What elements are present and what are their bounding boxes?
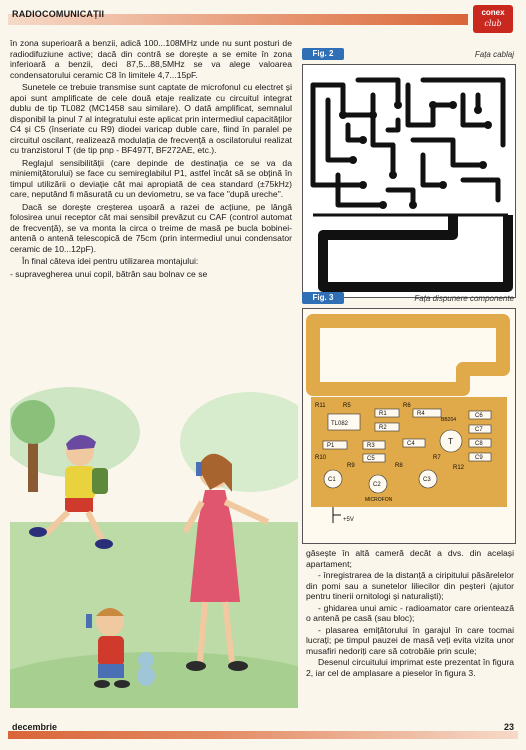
- r9-label: R9: [347, 463, 355, 469]
- paragraph: Desenul circuitului imprimat este prezentat în figura 2, iar cel de amplasare a pieselor în figura 3.: [306, 657, 514, 678]
- issue-month: decembrie: [12, 722, 58, 732]
- c6-label: C6: [475, 413, 483, 419]
- figure-2-tag: Fig. 2: [302, 48, 344, 60]
- figure-3-tag: Fig. 3: [302, 292, 344, 304]
- conex-club-logo: [473, 5, 513, 33]
- paragraph: Dacă se dorește creșterea ușoară a razei de acțiune, pe lângă folosirea unui receptor cât mai sensibil prevăzut cu CAF (control automat de frecvență), se va monta la circa o treime de masă pe bucla bobinei-antenă o antenă telescopică de 75cm (prin intermediul unui condensator ceramic de 10...12pF).: [10, 201, 292, 254]
- p1-label: P1: [327, 443, 335, 449]
- component-layout-drawing: [303, 309, 515, 543]
- paragraph: În final câteva idei pentru utilizarea montajului:: [22, 256, 199, 266]
- c8-label: C8: [475, 441, 483, 447]
- c2-label: C2: [373, 482, 381, 488]
- c7-label: C7: [475, 427, 483, 433]
- cartoon-drawing: [10, 372, 298, 708]
- figure-2: [302, 48, 514, 298]
- page-footer: [0, 722, 526, 750]
- r8-label: R8: [395, 463, 403, 469]
- r4-label: R4: [417, 411, 425, 417]
- figure-3: [302, 292, 514, 544]
- article-column-right: [306, 548, 514, 679]
- c5-label: C5: [367, 456, 375, 462]
- article-column-left: [10, 38, 292, 281]
- paragraph: găsește în altă cameră decât a dvs. din același apartament;: [306, 548, 514, 569]
- paragraph: în zona superioară a benzii, adică 100...108MHz unde nu sunt posturi de radiodifuziune active; dacă din contră se dorește a se emite în zona inferioară a benzii, deci 87,5...88,5MHz se va alege valoarea condensatorului ceramic C8 în limitele 4,7...15pF.: [10, 38, 292, 80]
- footer-bar: [8, 731, 518, 739]
- r5-label: R5: [343, 403, 351, 409]
- r11-label: R11: [315, 403, 326, 409]
- r1-label: R1: [379, 411, 387, 417]
- cartoon-illustration: [10, 372, 298, 708]
- r3-label: R3: [367, 443, 375, 449]
- r6-label: R6: [403, 403, 411, 409]
- paragraph: - plasarea emițătorului în garajul în care tocmai lucrați; pe timpul pauzei de masă veți evita vizita unor musafiri nedoriți care să cotrobăie prin scule;: [306, 624, 514, 656]
- figure-3-caption: Fața dispunere componente: [414, 294, 514, 303]
- bb204-label: BB204: [441, 417, 457, 423]
- component-layout-frame: [302, 308, 516, 544]
- c1-label: C1: [328, 477, 336, 483]
- c4-label: C4: [407, 441, 415, 447]
- logo-bottom-text: club: [484, 19, 502, 28]
- t-label: T: [448, 437, 453, 446]
- paragraph: - înregistrarea de la distanță a ciripitului păsărelelor din pomi sau a sunetelor liliecilor din peșteri (ajutor pentru tinerii ornitologi și naturaliști);: [306, 570, 514, 601]
- r7-label: R7: [433, 455, 441, 461]
- pcb-copper-drawing: [303, 65, 515, 297]
- c3-label: C3: [423, 477, 431, 483]
- paragraph: - supravegherea unui copil, bătrân sau bolnav ce se: [10, 268, 208, 279]
- logo-top-text: conex: [481, 8, 505, 17]
- page-number: 23: [503, 722, 514, 732]
- section-title: RADIOCOMUNICAȚII: [12, 9, 105, 19]
- paragraph: Sunetele ce trebuie transmise sunt captate de microfonul cu electret și apoi sunt amplificate de cele două etaje realizate cu circuitul integrat dublu de tip TL082 (MC1458 sau similare). O dată amplificat, semnalul disponibil la pinul 7 al integratului este aplicat prin intermediul capacităților C4 și C5 (înseriate cu R9) diodei varicap duble care, fiind în paralel pe circuitul oscilant, realizează modulația de frecvență a oscilatorului realizat cu tranzistorul T (de tip pnp - BF497T, BF272AE, etc.).: [10, 82, 292, 155]
- r2-label: R2: [379, 425, 387, 431]
- c9-label: C9: [475, 455, 483, 461]
- supply-label: +5V: [343, 517, 354, 523]
- page-header: [0, 0, 526, 30]
- tl082-label: TL082: [331, 421, 349, 427]
- r10-label: R10: [315, 455, 327, 461]
- mic-label: MICROFON: [365, 497, 393, 503]
- figure-2-caption: Fața cablaj: [474, 50, 514, 59]
- paragraph: Reglajul sensibilității (care depinde de destinația ce se va da miniemițătorului) se face cu semireglabilul P1, astfel încât să se obțină în timpul utilizării o deviație cât mai apropiată de cea standard (±75kHz) care, neputând fi măsurată cu un deviometru, se va face "după ureche".: [10, 157, 292, 199]
- pcb-copper-frame: [302, 64, 516, 298]
- r12-label: R12: [453, 465, 465, 471]
- paragraph: - ghidarea unui amic - radioamator care orientează o antenă pe casă (sau bloc);: [306, 602, 514, 623]
